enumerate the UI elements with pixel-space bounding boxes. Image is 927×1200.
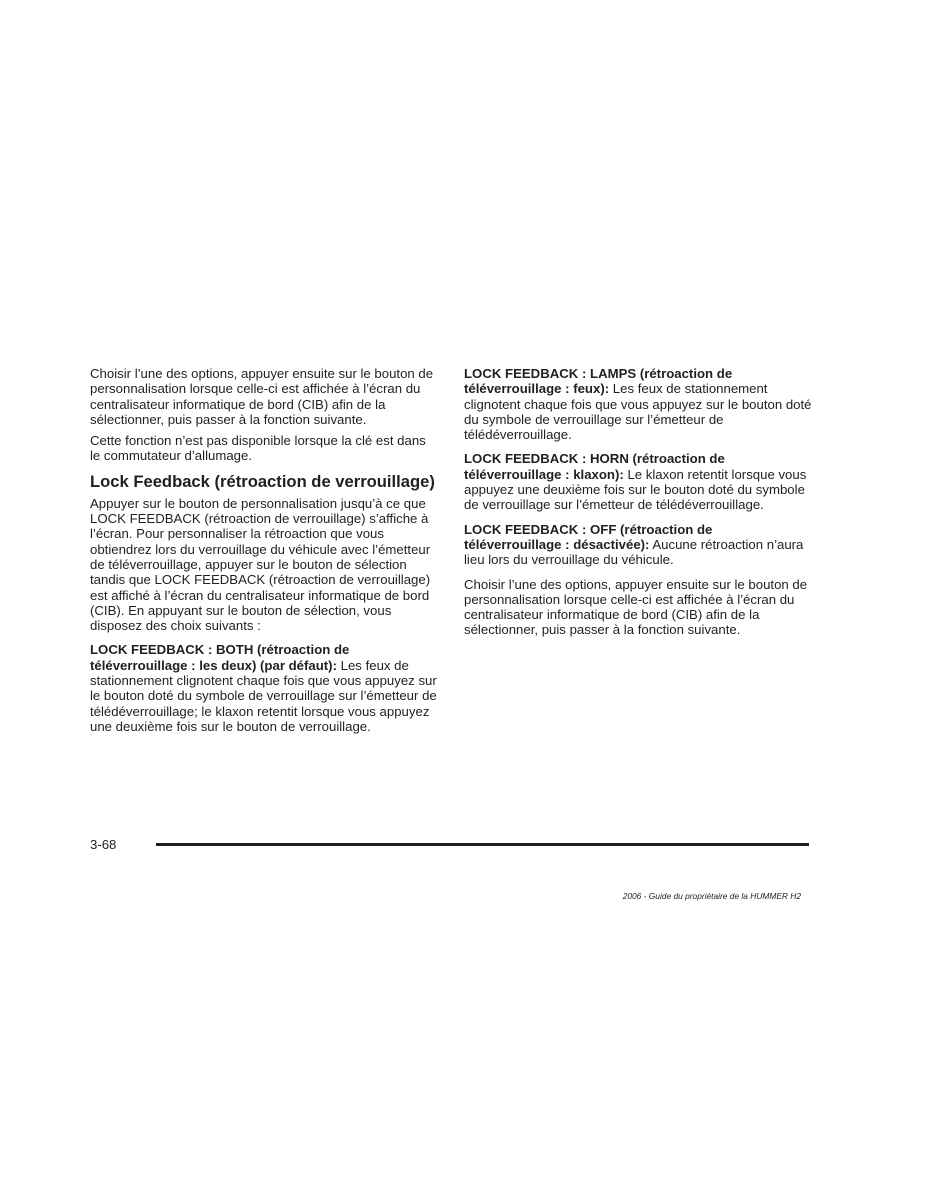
option-lamps-text: Les feux de stationnement clignotent chaque fois que vous appuyez sur le bouton doté du symbole de verrouillage sur l’émetteur de télédéverrouillage. [464, 381, 812, 443]
option-off-label: LOCK FEEDBACK : OFF (rétroaction de téléverrouillage : désactivée): [464, 521, 713, 552]
footer-text: 2006 - Guide du propriétaire de la HUMMER H2 [622, 891, 801, 901]
section-paragraph: Appuyer sur le bouton de personnalisation jusqu’à ce que LOCK FEEDBACK (rétroaction de verrouillage) s’affiche à l’écran. Pour personnaliser la rétroaction que vous obtiendrez lors du verrouillage du véhicule avec l’émetteur de téléverrouillage, appuyer sur le bouton de sélection tandis que LOCK FEEDBACK (rétroaction de verrouillage) est affiché à l’écran du centralisateur informatique de bord (CIB). En appuyant sur le bouton de sélection, vous disposez des choix suivants : [90, 495, 431, 634]
option-lamps-label: LOCK FEEDBACK : LAMPS (rétroaction de téléverrouillage : feux): [464, 366, 733, 397]
option-both-text: Les feux de stationnement clignotent chaque fois que vous appuyez sur le bouton doté du symbole de verrouillage sur l’émetteur de télédéverrouillage; le klaxon retentit lorsque vous appuyez une deuxième fois sur le bouton de verrouillage. [90, 657, 437, 734]
right-column [464, 366, 812, 644]
option-horn [464, 451, 812, 512]
option-both-label: LOCK FEEDBACK : BOTH (rétroaction de téléverrouillage : les deux) (par défaut): [90, 642, 350, 673]
option-both [90, 642, 438, 734]
page-rule-divider [156, 843, 809, 846]
intro-paragraph-1: Choisir l’une des options, appuyer ensuite sur le bouton de personnalisation lorsque celle-ci est affichée à l’écran du centralisateur informatique de bord (CIB) afin de la sélectionner, puis passer à la fonction suivante. [90, 366, 434, 427]
option-off [464, 522, 812, 568]
left-column [90, 366, 438, 743]
closing-paragraph: Choisir l’une des options, appuyer ensuite sur le bouton de personnalisation lorsque celle-ci est affichée à l’écran du centralisateur informatique de bord (CIB) afin de la sélectionner, puis passer à la fonction suivante. [464, 576, 808, 638]
option-horn-text: Le klaxon retentit lorsque vous appuyez une deuxième fois sur le bouton doté du symbole de verrouillage sur l’émetteur de télédéverrouillage. [464, 466, 807, 513]
intro-paragraph-2: Cette fonction n’est pas disponible lorsque la clé est dans le commutateur d’allumage. [90, 433, 426, 464]
option-horn-label: LOCK FEEDBACK : HORN (rétroaction de téléverrouillage : klaxon): [464, 451, 725, 482]
page-number: 3-68 [90, 837, 117, 852]
section-heading: Lock Feedback (rétroaction de verrouillage) [90, 471, 435, 491]
option-off-text: Aucune rétroaction n’aura lieu lors du verrouillage du véhicule. [464, 536, 804, 568]
option-lamps [464, 366, 812, 442]
